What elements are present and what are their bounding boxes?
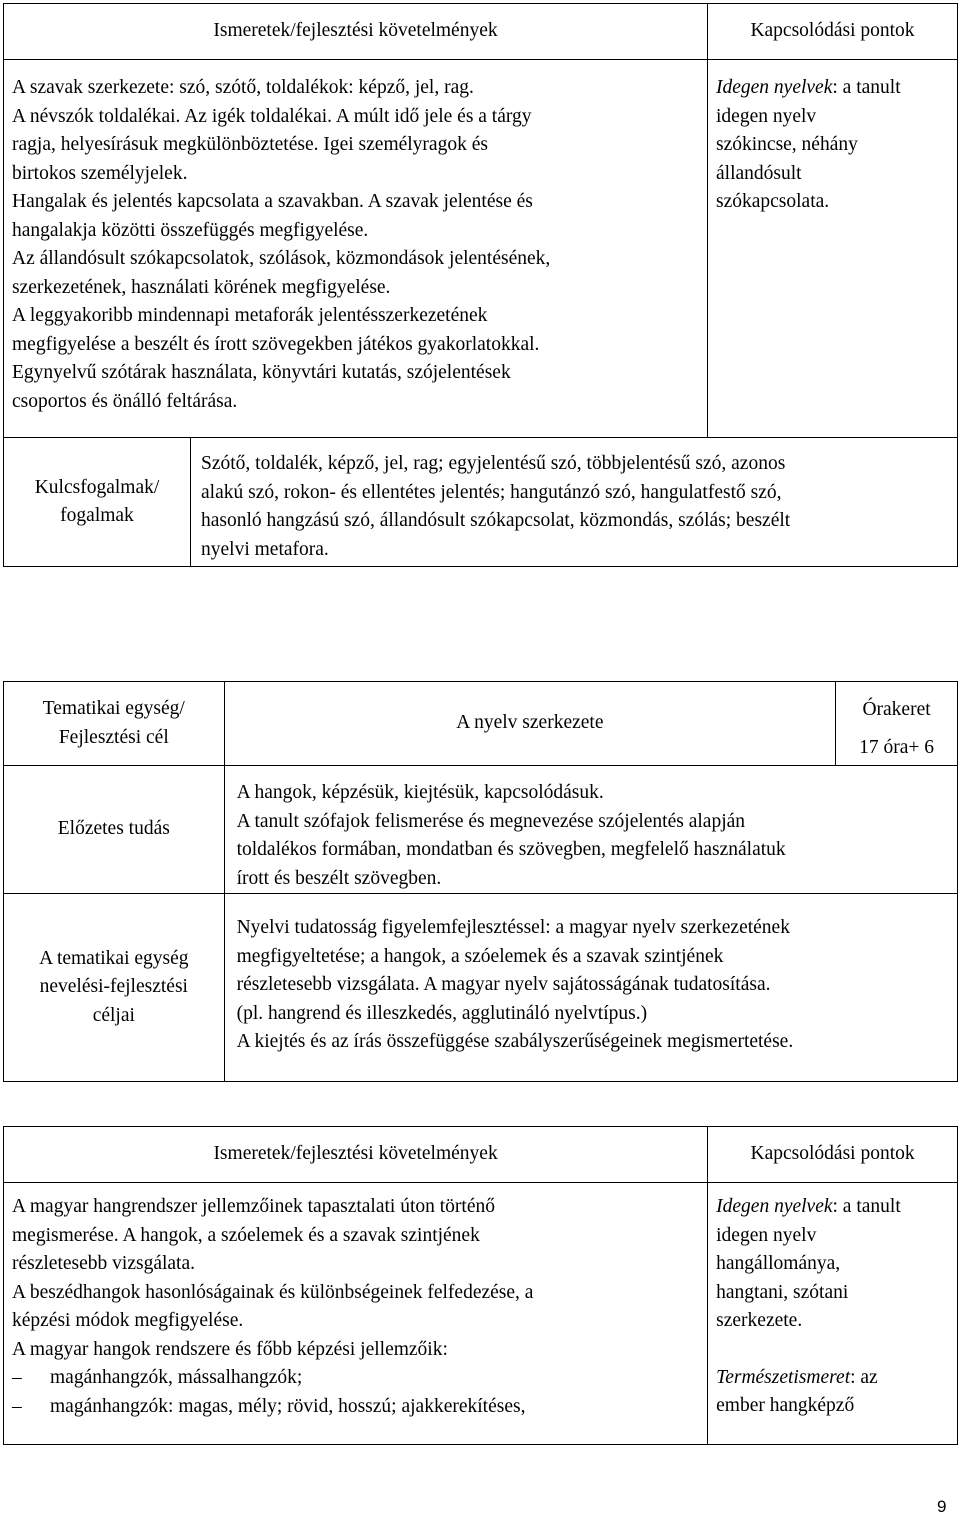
link-line: idegen nyelv xyxy=(716,1224,817,1246)
content-line: A magyar hangok rendszere és főbb képzési jellemzőik: xyxy=(12,1338,448,1360)
content-line: megismerése. A hangok, a szóelemek és a szavak szintjének xyxy=(12,1224,480,1246)
header-requirements-label: Ismeretek/fejlesztési követelmények xyxy=(213,20,498,42)
table1-header-requirements xyxy=(4,4,708,60)
prior-line: toldalékos formában, mondatban és szövegben, megfelelő használatuk xyxy=(236,839,786,860)
dash-bullet: – xyxy=(12,1395,22,1417)
goals-line: részletesebb vizsgálata. A magyar nyelv sajátosságának tudatosítása. xyxy=(236,974,771,995)
content-line: A magyar hangrendszer jellemzőinek tapasztalati úton történő xyxy=(12,1196,495,1217)
link-line: állandósult xyxy=(716,162,802,184)
table1-header-links xyxy=(708,4,958,60)
content-line: hangalakja közötti összefüggés megfigyelése. xyxy=(12,219,369,241)
link-subject: Idegen nyelvek xyxy=(716,77,833,98)
goals-label-line: céljai xyxy=(92,1004,135,1026)
goals-content-cell xyxy=(224,894,957,1082)
unit-label-line: Fejlesztési cél xyxy=(58,726,169,748)
prior-content-cell xyxy=(224,766,957,894)
goals-label-line: nevelési-fejlesztési xyxy=(39,976,188,998)
keywords-label-cell xyxy=(4,438,191,567)
goals-line: Nyelvi tudatosság figyelemfejlesztéssel: a magyar nyelv szerkezetének xyxy=(236,917,790,938)
requirements-table-1 xyxy=(3,3,958,567)
keywords-line: hasonló hangzású szó, állandósult szókapcsolat, közmondás, szólás; beszélt xyxy=(201,510,791,531)
keywords-content-cell xyxy=(191,438,958,567)
prior-line: A hangok, képzésük, kiejtésük, kapcsolódásuk. xyxy=(236,782,604,803)
header-requirements-label: Ismeretek/fejlesztési követelmények xyxy=(213,1143,498,1165)
content-line: részletesebb vizsgálata. xyxy=(12,1253,195,1274)
link-text: : az xyxy=(850,1366,878,1388)
link-text: : a tanult xyxy=(832,1196,901,1217)
goals-line: (pl. hangrend és illeszkedés, agglutináló nyelvtípus.) xyxy=(236,1002,648,1024)
link-line: ember hangképző xyxy=(716,1395,855,1416)
link-line: idegen nyelv xyxy=(716,105,817,127)
prior-label: Előzetes tudás xyxy=(57,818,170,840)
link-line xyxy=(716,1364,953,1393)
goals-label-cell xyxy=(4,894,225,1082)
table1-links-cell xyxy=(708,60,958,438)
link-line: szókapcsolata. xyxy=(716,191,830,212)
keywords-line: alakú szó, rokon- és ellentétes jelentés; hangutánzó szó, hangulatfestő szó, xyxy=(201,481,782,503)
hours-value: 17 óra+ 6 xyxy=(859,737,935,758)
content-line: A beszédhangok hasonlóságainak és különbségeinek felfedezése, a xyxy=(12,1281,534,1303)
content-line: birtokos személyjelek. xyxy=(12,162,188,184)
link-line: szókincse, néhány xyxy=(716,134,858,155)
hours-label: Órakeret xyxy=(862,699,931,720)
dash-list-item xyxy=(12,1393,703,1422)
unit-label-cell xyxy=(4,682,225,766)
prior-line: A tanult szófajok felismerése és megnevezése szójelentés alapján xyxy=(236,810,746,832)
dash-bullet: – xyxy=(12,1367,22,1388)
dash-list-item xyxy=(12,1364,703,1393)
page-number: 9 xyxy=(937,1497,947,1516)
content-line: A leggyakoribb mindennapi metaforák jelentésszerkezetének xyxy=(12,305,488,326)
content-line: képzési módok megfigyelése. xyxy=(12,1310,244,1331)
dash-item-text: magánhangzók: magas, mély; rövid, hosszú; ajakkerekítéses, xyxy=(50,1395,526,1417)
requirements-table-2 xyxy=(3,1126,958,1445)
link-subject: Idegen nyelvek xyxy=(716,1196,833,1217)
unit-label-line: Tematikai egység/ xyxy=(42,698,185,719)
dash-item-text: magánhangzók, mássalhangzók; xyxy=(50,1367,303,1388)
header-links-label: Kapcsolódási pontok xyxy=(750,1143,915,1165)
content-line: A szavak szerkezete: szó, szótő, toldalékok: képző, jel, rag. xyxy=(12,77,474,98)
goals-line: A kiejtés és az írás összefüggése szabályszerűségeinek megismertetése. xyxy=(236,1031,794,1052)
content-line: Hangalak és jelentés kapcsolata a szavakban. A szavak jelentése és xyxy=(12,191,533,212)
link-text: : a tanult xyxy=(832,77,901,98)
link-line xyxy=(716,1193,953,1222)
content-line: A névszók toldalékai. Az igék toldalékai. A múlt idő jele és a tárgy xyxy=(12,105,532,127)
hours-cell xyxy=(836,682,958,766)
keywords-line: Szótő, toldalék, képző, jel, rag; egyjelentésű szó, többjelentésű szó, azonos xyxy=(201,453,786,474)
table3-links-cell xyxy=(708,1183,958,1445)
link-line: hangállománya, xyxy=(716,1253,841,1274)
table3-content-cell xyxy=(4,1183,708,1445)
content-line: Egynyelvű szótárak használata, könyvtári kutatás, szójelentések xyxy=(12,362,511,383)
table3-header-links xyxy=(708,1127,958,1183)
content-line: megfigyelése a beszélt és írott szövegekben játékos gyakorlatokkal. xyxy=(12,333,540,355)
link-subject: Természetismeret xyxy=(716,1366,851,1388)
content-line: ragja, helyesírásuk megkülönböztetése. Igei személyragok és xyxy=(12,134,488,155)
link-line: hangtani, szótani xyxy=(716,1281,849,1303)
content-line: Az állandósult szókapcsolatok, szólások, közmondások jelentésének, xyxy=(12,248,551,269)
keywords-label-line: Kulcsfogalmak/ xyxy=(34,476,160,498)
goals-line: megfigyeltetése; a hangok, a szóelemek és a szavak szintjének xyxy=(236,945,724,967)
unit-title-cell xyxy=(224,682,836,766)
thematic-unit-table xyxy=(3,681,958,1082)
unit-title: A nyelv szerkezete xyxy=(456,712,604,734)
keywords-label-line: fogalmak xyxy=(60,505,134,526)
goals-label-line: A tematikai egység xyxy=(39,947,189,969)
content-line: csoportos és önálló feltárása. xyxy=(12,390,238,412)
header-links-label: Kapcsolódási pontok xyxy=(750,20,915,42)
content-line: szerkezetének, használati körének megfigyelése. xyxy=(12,276,391,298)
table3-header-requirements xyxy=(4,1127,708,1183)
prior-label-cell xyxy=(4,766,225,894)
link-line xyxy=(716,74,953,103)
prior-line: írott és beszélt szövegben. xyxy=(236,867,442,889)
table1-content-cell xyxy=(4,60,708,438)
link-line: szerkezete. xyxy=(716,1310,803,1331)
keywords-line: nyelvi metafora. xyxy=(201,538,329,560)
